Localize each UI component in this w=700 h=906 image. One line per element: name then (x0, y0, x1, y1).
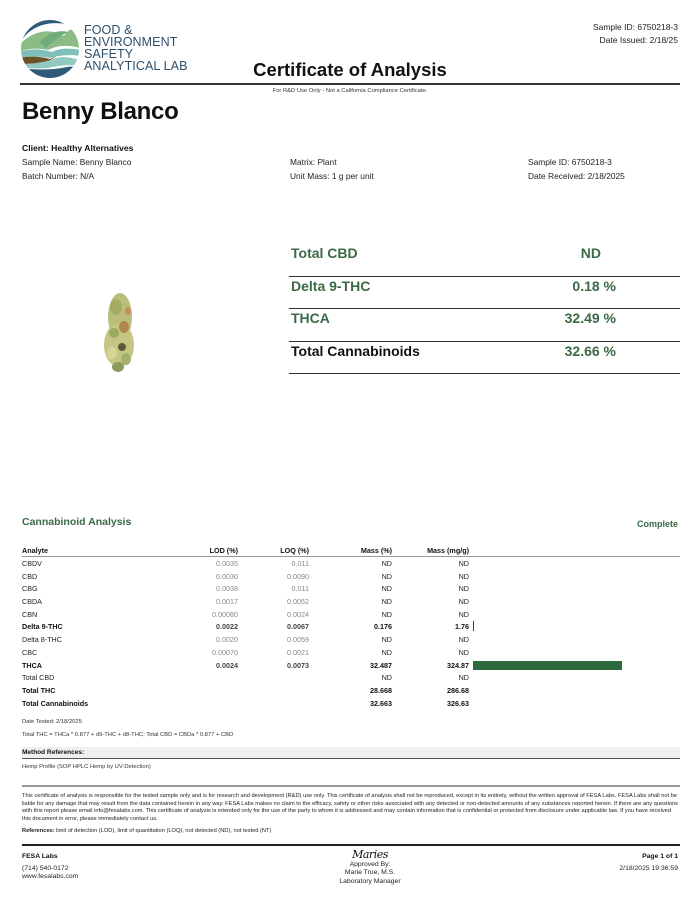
mass-percent: ND (381, 571, 392, 581)
disclaimer: This certificate of analysis is responsible for the tested sample only and is for research and development (R&D) use only. This certificate of analysis shall not be reproduced, except in its entirety, without the written approval of FESA Labs. FESA Labs shall not be liable for any damage that may result from the data contained herein in any way. FESA Labs makes no claim to the efficacy, safety or other risks associated with any detected or non-detected amounts of any substances reported herein. If there are any questions with this report please email info@fesalabs.com. This certificate of analysis is intended only for the use of the party to whom it is addressed and may contain information that is confidential or protected from disclosure under applicable law. If you have received this document in error, please immediately contact us. (22, 793, 679, 822)
analyte-name: Delta 9-THC (22, 622, 63, 632)
column-header: Mass (mg/g) (427, 546, 469, 555)
loq-value: 0.0090 (287, 571, 309, 581)
summary-value: 0.18 % (572, 277, 616, 294)
mass-mg-per-g: ND (458, 571, 469, 581)
references-label: References: (22, 828, 55, 834)
footer-page-info (619, 853, 678, 873)
mass-percent: 28.668 (370, 685, 392, 695)
mass-mg-per-g: ND (458, 635, 469, 645)
approver-title: Laboratory Manager (339, 877, 401, 885)
footer-lab-name: FESA Labs (22, 853, 58, 860)
table-row (22, 608, 680, 621)
logo-line: SAFETY (84, 47, 134, 61)
footer-website: www.fesalabs.com (22, 873, 79, 880)
footer-lab-info (22, 853, 78, 882)
analyte-name: Delta 8-THC (22, 635, 62, 645)
analyte-name: CBG (22, 584, 38, 594)
loq-value: 0.0073 (287, 660, 309, 670)
sample-name: Sample Name: Benny Blanco (22, 157, 132, 167)
column-header: Mass (%) (360, 546, 392, 555)
analyte-name: CBC (22, 647, 38, 657)
sample-title: Benny Blanco (22, 98, 179, 125)
table-row (22, 659, 680, 672)
summary-row-total-cbd (289, 244, 680, 277)
mass-mg-per-g: 286.68 (447, 685, 469, 695)
batch-number: Batch Number: N/A (22, 171, 95, 181)
client-name: Client: Healthy Alternatives (22, 143, 134, 153)
loq-value: 0.0067 (287, 622, 309, 632)
mass-mg-per-g: ND (458, 559, 469, 568)
mass-mg-per-g: ND (458, 597, 469, 607)
table-row (22, 620, 680, 633)
header-divider (20, 83, 680, 85)
column-header: LOD (%) (209, 546, 238, 555)
table-row (22, 570, 680, 583)
date-received: Date Received: 2/18/2025 (528, 171, 625, 181)
lod-value: 0.0017 (216, 597, 238, 607)
analyte-name: THCA (22, 660, 42, 670)
table-row (22, 646, 680, 659)
sample-id: Sample ID: 6750218-3 (528, 157, 612, 167)
summary-value: ND (580, 245, 601, 261)
references (22, 828, 271, 834)
footer-approval (300, 849, 440, 886)
total-formula: Total THC = THCa * 0.877 + d9-THC + d8-THC; Total CBD = CBDa * 0.877 + CBD (22, 732, 234, 738)
logo-line: ANALYTICAL LAB (84, 59, 188, 73)
summary-label: THCA (291, 310, 330, 326)
lod-value: 0.00080 (212, 609, 238, 619)
table-row (22, 697, 680, 710)
summary-row-delta9-thc (289, 277, 680, 310)
lod-value: 0.0035 (216, 559, 238, 568)
column-header: LOQ (%) (280, 546, 309, 555)
logo-line: FOOD & (84, 23, 133, 37)
mass-mg-per-g: ND (458, 584, 469, 594)
mass-percent: ND (381, 609, 392, 619)
approved-by-label: Approved By: (349, 861, 391, 868)
summary-row-thca (289, 309, 680, 342)
summary-value: 32.49 % (564, 310, 616, 326)
loq-value: 0.0052 (287, 597, 309, 607)
table-header (22, 545, 680, 557)
method-references-bar (22, 747, 680, 759)
loq-value: 0.0059 (287, 635, 309, 645)
summary-row-total-cannabinoids (289, 342, 680, 375)
mass-bar-delta9-thc (473, 621, 474, 631)
mass-percent: ND (381, 559, 392, 568)
approver-name: Marie True, M.S. (344, 869, 396, 877)
table-row (22, 684, 680, 697)
lod-value: 0.0024 (216, 660, 238, 670)
analyte-name: Total Cannabinoids (22, 698, 89, 708)
footer-timestamp: 2/18/2025 19:36:59 (619, 864, 678, 872)
logo-line: ENVIRONMENT (84, 35, 178, 49)
rd-use-note: For R&D Use Only - Not a California Compliance Certificate. (272, 88, 428, 94)
lod-value: 0.0022 (216, 622, 238, 632)
lod-value: 0.00070 (212, 647, 238, 657)
analyte-name: CBDA (22, 597, 42, 607)
certificate-title-text: Certificate of Analysis (253, 59, 447, 80)
mass-percent: ND (381, 597, 392, 607)
lod-value: 0.0020 (216, 635, 238, 645)
analyte-name: Total THC (22, 685, 56, 695)
certificate-title (0, 59, 700, 81)
table-row (22, 595, 680, 608)
cannabinoid-table (22, 545, 680, 709)
mass-mg-per-g: 324.87 (447, 660, 469, 670)
mass-mg-per-g: 326.63 (447, 698, 469, 708)
mass-percent: 32.487 (370, 660, 392, 670)
mass-mg-per-g: 1.76 (455, 622, 469, 632)
analyte-name: CBDV (22, 559, 42, 568)
analyte-name: CBD (22, 571, 38, 581)
date-tested: Date Tested: 2/18/2025 (22, 719, 82, 725)
analyte-name: CBN (22, 609, 38, 619)
mass-mg-per-g: ND (458, 647, 469, 657)
table-row (22, 557, 680, 570)
lod-value: 0.0038 (216, 584, 238, 594)
mass-percent: 32.663 (370, 698, 392, 708)
mass-percent: 0.176 (374, 622, 392, 632)
sample-photo (102, 287, 138, 375)
page-number: Page 1 of 1 (642, 853, 678, 860)
column-header: Analyte (22, 546, 48, 555)
summary-value: 32.66 % (564, 342, 616, 359)
header-sample-id: Sample ID: 6750218-3 (592, 22, 678, 32)
unit-mass: Unit Mass: 1 g per unit (290, 171, 374, 181)
analysis-status: Complete (636, 519, 678, 529)
table-row (22, 633, 680, 646)
header-date-issued: Date Issued: 2/18/25 (599, 35, 678, 45)
summary-label: Delta 9-THC (291, 277, 371, 294)
mass-percent: ND (381, 647, 392, 657)
table-row (22, 671, 680, 684)
mass-percent: ND (381, 635, 392, 645)
loq-value: 0.011 (291, 584, 309, 594)
analyte-name: Total CBD (22, 673, 55, 683)
footer-divider (22, 844, 680, 846)
matrix: Matrix: Plant (290, 157, 337, 167)
loq-value: 0.0021 (287, 647, 309, 657)
summary-label: Total CBD (291, 245, 358, 261)
method-references-title: Method References: (22, 749, 85, 756)
footer-phone: (714) 540-0172 (22, 864, 69, 872)
mass-mg-per-g: ND (458, 673, 469, 683)
loq-value: 0.0024 (287, 609, 309, 619)
mass-percent: ND (381, 673, 392, 683)
references-text: limit of detection (LOD), limit of quantitation (LOQ), not detected (ND), not tested (NT) (54, 828, 272, 834)
mass-mg-per-g: ND (458, 609, 469, 619)
potency-summary (289, 244, 680, 374)
lod-value: 0.0030 (216, 571, 238, 581)
summary-label: Total Cannabinoids (291, 342, 420, 359)
method-references-text: Hemp Profile (SOP HPLC Hemp by UV-Detection) (22, 764, 151, 770)
section-divider (22, 785, 680, 787)
table-row (22, 582, 680, 595)
loq-value: 0.011 (291, 559, 309, 568)
section-title-cannabinoid-analysis: Cannabinoid Analysis (22, 516, 132, 528)
mass-bar-thca (473, 661, 622, 670)
mass-percent: ND (381, 584, 392, 594)
header-meta (593, 21, 678, 47)
signature: Maries (352, 848, 388, 861)
